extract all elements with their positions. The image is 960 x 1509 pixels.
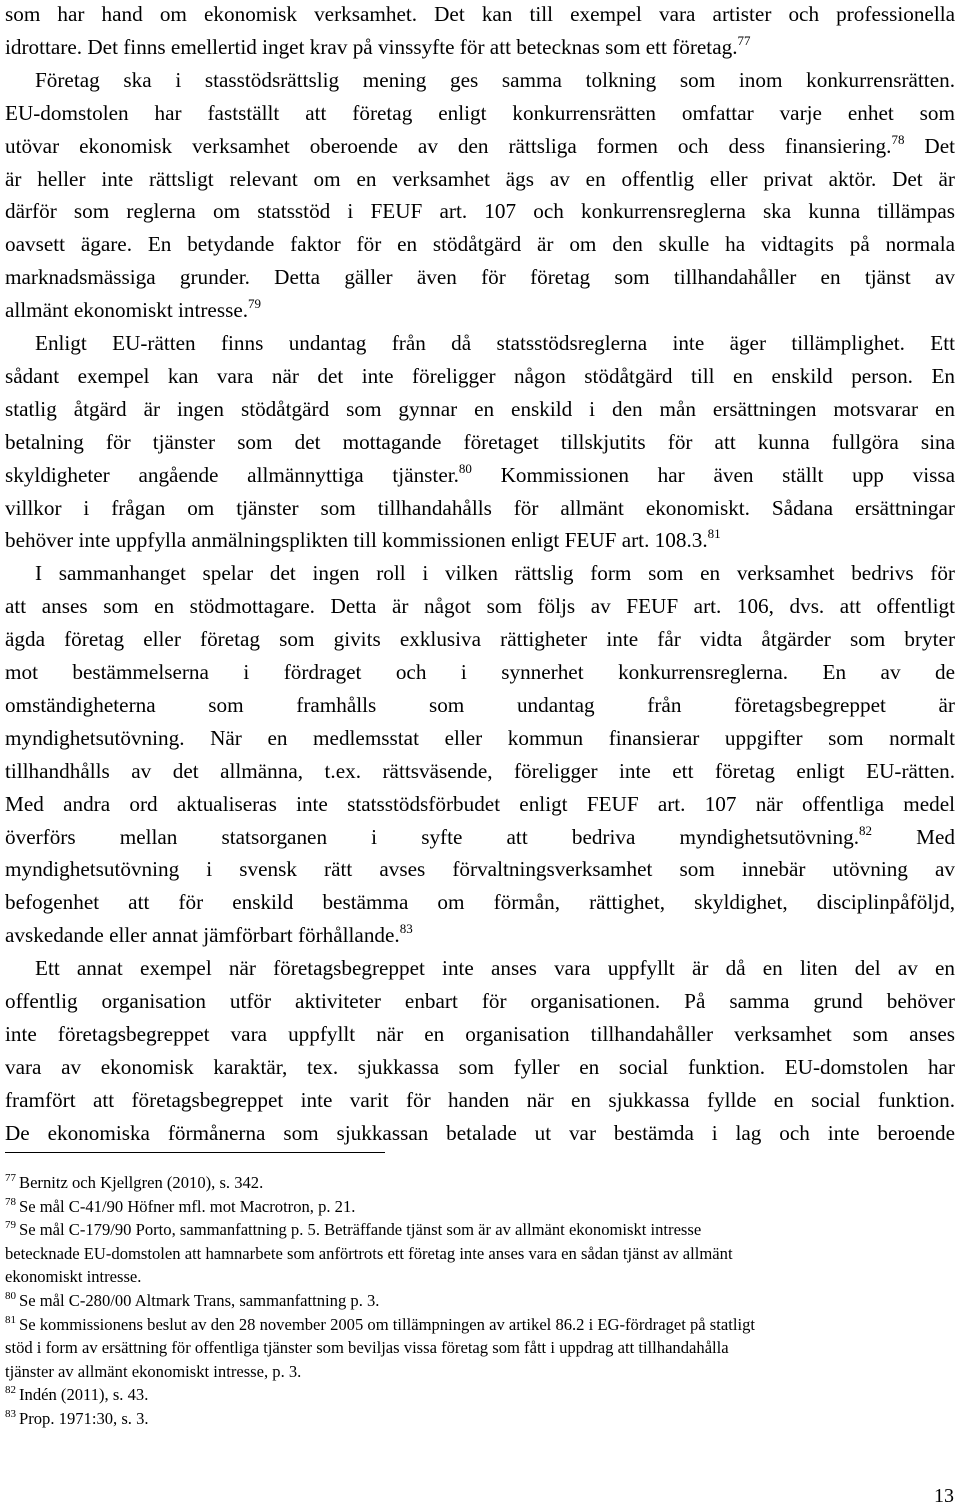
body-line-continuation: Kommissionen har även ställt upp vissa — [471, 462, 955, 487]
footnote-number: 83 — [5, 1408, 16, 1420]
body-line-text: allmänt ekonomiskt intresse. — [5, 298, 249, 323]
footnote-line — [5, 1337, 955, 1359]
body-line — [5, 100, 955, 126]
body-line-text: I sammanhanget spelar det ingen roll i vilken rättslig form som en verksamhet bedrivs för — [35, 561, 955, 586]
body-line — [5, 856, 955, 882]
body-line — [5, 527, 955, 553]
footnote-line — [5, 1408, 955, 1432]
body-line — [5, 593, 955, 619]
body-line — [5, 1120, 955, 1146]
body-line-text: offentlig organisation utför aktiviteter enbart för organisationen. På samma grund behöver — [5, 989, 955, 1013]
body-line-text: sådant exempel kan vara när det inte föreligger någon stödåtgärd till en enskild person. En — [5, 363, 955, 388]
footnote-line — [5, 1314, 955, 1338]
body-line — [5, 396, 955, 422]
body-line-text: tillhandhålls av det allmänna, t.ex. rättsväsende, föreligger inte ett företag enligt EU-rätten. — [5, 758, 955, 783]
footnote-text: Se kommissionens beslut av den 28 november 2005 om tillämpningen av artikel 86.2 i EG-fördraget på statligt — [19, 1314, 755, 1334]
body-line-text: därför som reglerna om statsstöd i FEUF art. 107 och konkurrensreglerna ska kunna tillämpas — [5, 199, 955, 224]
body-line — [5, 166, 955, 192]
body-line — [5, 198, 955, 224]
body-line-text: avskedande eller annat jämförbart förhållande. — [5, 923, 400, 948]
footnote-line — [5, 1219, 955, 1243]
body-line — [5, 1021, 955, 1047]
body-line-text: behöver inte uppfylla anmälningsplikten till kommissionen enligt FEUF art. 108.3. — [5, 528, 708, 553]
body-line — [5, 231, 955, 257]
body-line — [5, 659, 955, 685]
footnote-number: 79 — [5, 1219, 16, 1232]
footnote-reference: 80 — [458, 460, 472, 476]
body-line-text: myndighetsutövning. När en medlemsstat eller kommun finansierar uppgifter som normalt — [5, 725, 955, 750]
body-line — [5, 1054, 955, 1080]
body-line — [5, 758, 955, 784]
body-line — [5, 264, 955, 290]
body-line-text: som har hand om ekonomisk verksamhet. Det kan till exempel vara artister och professionella — [5, 2, 955, 26]
body-line-text: är heller inte rättsligt relevant om en verksamhet ägs av en offentlig eller privat aktör. Det är — [5, 166, 955, 191]
body-line — [5, 1087, 955, 1113]
body-line — [5, 725, 955, 751]
body-line — [5, 67, 955, 93]
footnote-line — [5, 1243, 955, 1265]
body-line-text: ägda företag eller företag som givits exklusiva rättigheter inte får vidta åtgärder som bryter — [5, 627, 955, 652]
footnote-reference: 78 — [891, 131, 905, 147]
body-line — [5, 495, 955, 521]
footnote-separator — [5, 1152, 385, 1153]
footnote-line — [5, 1384, 955, 1408]
body-line-text: betalning för tjänster som det mottagande företaget tillskjutits för att kunna fullgöra sina — [5, 429, 955, 454]
body-line — [5, 34, 955, 60]
body-line — [5, 988, 955, 1014]
body-line-continuation: Det — [904, 133, 956, 158]
footnote-reference: 82 — [859, 822, 873, 838]
footnote-number: 81 — [5, 1313, 16, 1326]
footnote-number: 80 — [5, 1290, 16, 1302]
body-line-text: marknadsmässiga grunder. Detta gäller även för företag som tillhandahåller en tjänst av — [5, 265, 955, 290]
body-line — [5, 1, 955, 27]
footnote-text: Se mål C-179/90 Porto, sammanfattning p. 5. Beträffande tjänst som är av allmänt ekonomiskt intresse — [19, 1220, 702, 1240]
body-line-text: framfört att företagsbegreppet inte varit för handen när en sjukkassa fyllde en social funktion. — [5, 1087, 955, 1112]
footnote-reference: 83 — [399, 921, 413, 937]
footnote-number: 78 — [5, 1195, 16, 1208]
body-line-text: Ett annat exempel när företagsbegreppet inte anses vara uppfyllt är då en liten del av en — [35, 956, 955, 981]
body-line-text: att anses som en stödmottagare. Detta är något som följs av FEUF art. 106, dvs. att offentligt — [5, 594, 955, 619]
body-line-text: Företag ska i stasstödsrättslig mening ges samma tolkning som inom konkurrensrätten. — [35, 67, 955, 92]
body-line-text: statlig åtgärd är ingen stödåtgärd som gynnar en enskild i den mån ersättningen motsvarar en — [5, 396, 955, 421]
footnote-text: Bernitz och Kjellgren (2010), s. 342. — [19, 1173, 264, 1192]
body-line — [5, 560, 955, 586]
footnote-line — [5, 1290, 955, 1314]
body-line-text: omständigheterna som framhålls som undantag från företagsbegreppet är — [5, 692, 955, 717]
footnote-text: Prop. 1971:30, s. 3. — [19, 1409, 149, 1428]
body-line — [5, 133, 955, 159]
body-line-text: inte företagsbegreppet vara uppfyllt när en organisation tillhandahåller verksamhet som anses — [5, 1021, 955, 1046]
body-line — [5, 429, 955, 455]
footnote-line — [5, 1361, 955, 1383]
body-line — [5, 824, 955, 850]
body-line-text: mot bestämmelserna i fördraget och i synnerhet konkurrensreglerna. En av de — [5, 660, 955, 684]
footnote-number: 82 — [5, 1384, 16, 1397]
body-line-text: överförs mellan statsorganen i syfte att bedriva myndighetsutövning. — [5, 824, 860, 849]
page-number: 13 — [934, 1485, 954, 1507]
footnote-number: 77 — [5, 1172, 16, 1184]
body-line — [5, 363, 955, 389]
body-line-text: EU-domstolen har fastställt att företag enligt konkurrensrätten omfattar varje enhet som — [5, 100, 955, 125]
body-line-text: De ekonomiska förmånerna som sjukkassan betalade ut var bestämda i lag och inte beroende — [5, 1120, 955, 1145]
body-line-text: idrottare. Det finns emellertid inget krav på vinssyfte för att betecknas som ett företag. — [5, 34, 738, 59]
body-line-text: villkor i frågan om tjänster som tillhandahålls för allmänt ekonomiskt. Sådana ersättningar — [5, 495, 955, 520]
footnote-text: stöd i form av ersättning för offentliga tjänster som beviljas vissa företag som fått i uppdrag att tillhandahålla — [5, 1338, 729, 1358]
body-line-text: befogenhet att för enskild bestämma om förmån, rättighet, skyldighet, disciplinpåföljd, — [5, 890, 955, 915]
body-line — [5, 922, 955, 948]
body-line-text: Enligt EU-rätten finns undantag från då statsstödsreglerna inte äger tillämplighet. Ett — [35, 331, 955, 355]
footnote-line — [5, 1266, 955, 1288]
footnote-text: Se mål C-41/90 Höfner mfl. mot Macrotron, p. 21. — [19, 1196, 356, 1216]
footnote-line — [5, 1172, 955, 1196]
footnote-reference: 81 — [707, 526, 721, 542]
body-line — [5, 297, 955, 323]
body-line-text: Med andra ord aktualiseras inte statsstödsförbudet enligt FEUF art. 107 när offentliga medel — [5, 791, 955, 816]
body-line — [5, 692, 955, 718]
body-line-text: myndighetsutövning i svensk rätt avses förvaltningsverksamhet som innebär utövning av — [5, 857, 955, 882]
body-line-text: vara av ekonomisk karaktär, tex. sjukkassa som fyller en social funktion. EU-domstolen har — [5, 1054, 955, 1079]
footnote-line — [5, 1196, 955, 1220]
footnote-text: betecknade EU-domstolen att hamnarbete som anförtrots ett företag inte anses vara en sådan tjänst av allmänt — [5, 1243, 733, 1263]
body-line — [5, 791, 955, 817]
footnote-text: Indén (2011), s. 43. — [19, 1385, 149, 1405]
body-line — [5, 462, 955, 488]
footnote-text: ekonomiskt intresse. — [5, 1267, 142, 1287]
footnote-text: tjänster av allmänt ekonomiskt intresse, p. 3. — [5, 1361, 302, 1381]
body-line-continuation: Med — [872, 824, 956, 849]
footnote-text: Se mål C-280/00 Altmark Trans, sammanfattning p. 3. — [19, 1291, 380, 1310]
body-line-text: utövar ekonomisk verksamhet oberoende av den rättsliga formen och dess finansiering. — [5, 133, 892, 158]
body-line — [5, 889, 955, 915]
body-line-text: skyldigheter angående allmännyttiga tjänster. — [5, 462, 459, 487]
footnote-reference: 79 — [248, 296, 262, 312]
body-line — [5, 955, 955, 981]
body-line — [5, 330, 955, 356]
body-line — [5, 626, 955, 652]
footnote-reference: 77 — [737, 32, 751, 48]
body-line-text: oavsett ägare. En betydande faktor för en stödåtgärd är om den skulle ha vidtagits på normala — [5, 232, 955, 257]
